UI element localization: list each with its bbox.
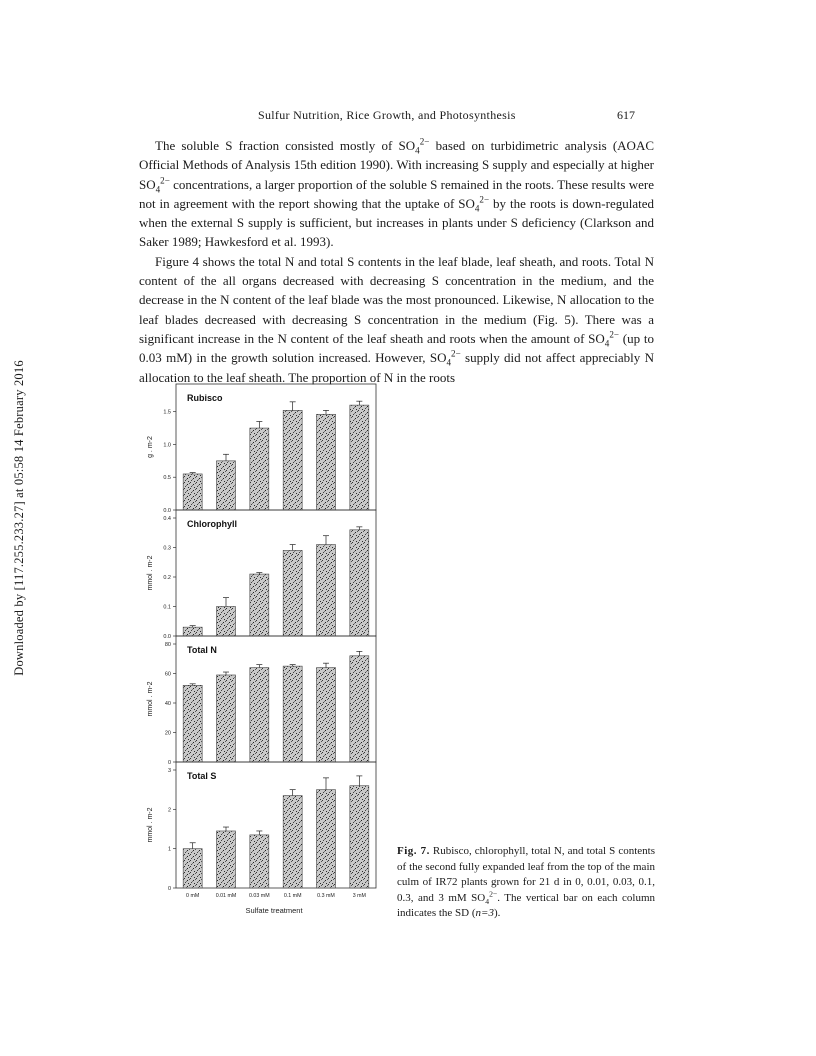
x-tick-label: 0.1 mM [283, 893, 302, 899]
x-tick-label: 0.3 mM [317, 893, 335, 899]
y-tick-label: 3 [167, 768, 171, 774]
bar [317, 545, 336, 636]
bar [283, 666, 302, 762]
y-tick-label: 1.5 [163, 409, 171, 416]
y-tick-label: 0.4 [163, 516, 171, 522]
x-tick-label: 0.01 mM [215, 893, 237, 899]
y-tick-label: 0.5 [163, 475, 171, 482]
bar [350, 530, 369, 636]
y-tick-label: 1.0 [163, 442, 171, 449]
panel-title: Chlorophyll [187, 519, 237, 529]
bar [217, 831, 236, 888]
y-axis-label: mmol . m-2 [147, 681, 154, 717]
x-tick-label: 3 mM [352, 893, 366, 899]
caption-label: Fig. 7. [397, 845, 430, 857]
bar [317, 414, 336, 510]
panel-3 [147, 636, 376, 766]
y-tick-label: 1 [167, 846, 171, 853]
panel-4 [147, 762, 376, 915]
panel-title: Rubisco [187, 393, 223, 403]
running-title: Sulfur Nutrition, Rice Growth, and Photosynthesis [258, 108, 516, 122]
bar [250, 574, 269, 636]
chem-so4-1: $_4^{2-}$ [415, 136, 430, 156]
bar [217, 461, 236, 510]
y-tick-label: 0 [167, 760, 171, 766]
y-tick-label: 20 [164, 730, 171, 737]
bar [217, 607, 236, 637]
y-tick-label: 0.3 [163, 545, 171, 552]
download-watermark: Downloaded by [117.255.233.27] at 05:58 14 February 2016 [12, 360, 26, 676]
bar [183, 685, 202, 762]
bar [350, 786, 369, 888]
bar [317, 790, 336, 888]
bar [250, 668, 269, 762]
y-tick-label: 60 [164, 671, 171, 678]
y-tick-label: 0.0 [163, 508, 171, 514]
paragraph-2: Figure 4 shows the total N and total S contents in the leaf blade, leaf sheath, and roots. Total N content of the all organs decreased with decreasing S concentration in the medium, and the decrease in the N content of the leaf blade was the most pronounced. Likewise, N allocation to the leaf blades decreased with decreasing S concentration in the medium (Fig. 5). There was a significant increase in the N content of the leaf sheath and roots when the amount of $SO_4^{2-}$ (up to 0.03 mM) in the growth solution increased. However, $SO_4^{2-}$ supply did not affect appreciably N allocation to the leaf sheath. The proportion of N in the roots [139, 253, 654, 385]
y-tick-label: 40 [164, 701, 171, 707]
bar [283, 550, 302, 636]
panel-title: Total N [187, 645, 217, 655]
body-text [139, 136, 654, 387]
x-axis-label: Sulfate treatment [245, 906, 303, 915]
figure-7 [130, 380, 380, 920]
figure-caption: Fig. 7. Rubisco, chlorophyll, total N, and total S contents of the second fully expanded leaf from the top of the main culm of IR72 plants grown for 21 d in 0, 0.01, 0.03, 0.1, 0.3, and 3 mM $SO_4^{2-}$. The vertical bar on each column indicates the SD (n=3). [397, 845, 655, 920]
bar [250, 835, 269, 888]
x-tick-label: 0.03 mM [249, 893, 270, 899]
bar [317, 668, 336, 762]
y-tick-label: 2 [167, 807, 171, 814]
paragraph-1: The soluble S fraction consisted mostly of $SO_4^{2-}$ based on turbidimetric analysis (AOAC Official Methods of Analysis 15th edition 1990). With increasing S supply and especially at higher $SO_4^{2-}$ concentrations, a larger proportion of the soluble S remained in the roots. These results were not in agreement with the report showing that the uptake of $SO_4^{2-}$ by the roots is down-regulated when the external S supply is sufficient, but increases in plants under S deficiency (Clarkson and Saker 1989; Hawkesford et al. 1993). [139, 136, 655, 250]
panel-1 [147, 384, 376, 514]
y-axis-label: mmol . m-2 [147, 807, 154, 843]
bar [350, 656, 369, 762]
bar [283, 796, 302, 888]
bar [250, 428, 269, 510]
panel-2 [147, 510, 376, 640]
page-header [0, 108, 816, 128]
y-tick-label: 0 [167, 886, 171, 892]
y-tick-label: 0.2 [163, 575, 171, 581]
panel-title: Total S [187, 771, 217, 781]
bar [217, 675, 236, 762]
y-tick-label: 80 [164, 642, 171, 648]
bar [350, 405, 369, 510]
x-tick-label: 0 mM [186, 893, 200, 899]
y-tick-label: 0.0 [163, 634, 171, 640]
bar [283, 410, 302, 510]
y-tick-label: 0.1 [163, 604, 171, 611]
bar [183, 849, 202, 888]
y-axis-label: g . m-2 [147, 436, 154, 458]
y-axis-label: mmol . m-2 [147, 555, 154, 591]
page-number: 617 [617, 108, 635, 122]
bar [183, 627, 202, 636]
bar-chart-panels [130, 380, 380, 920]
bar [183, 474, 202, 510]
